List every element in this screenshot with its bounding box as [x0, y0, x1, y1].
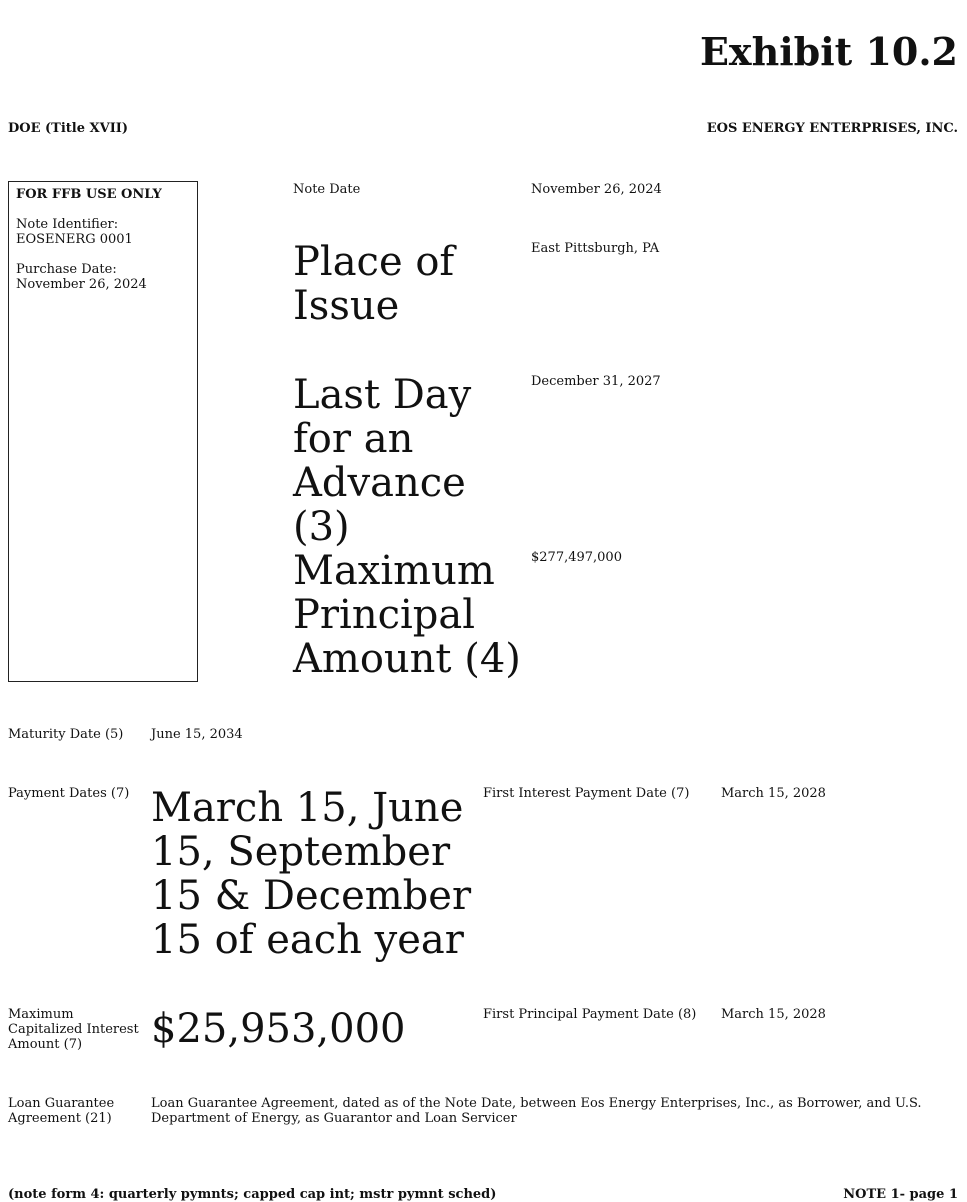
payment-dates-value: March 15, June 15, September 15 & December 15 of each year — [151, 785, 472, 963]
max-principal-label: Maximum Principal Amount (4) — [293, 548, 521, 682]
note-date-label: Note Date — [293, 182, 361, 197]
note-date-value: November 26, 2024 — [531, 182, 662, 197]
maturity-date-value: June 15, 2034 — [151, 727, 243, 742]
ffb-use-box — [8, 181, 198, 682]
first-interest-payment-value: March 15, 2028 — [721, 786, 826, 801]
last-day-advance-value: December 31, 2027 — [531, 374, 661, 389]
loan-guarantee-agreement-label: Loan Guarantee Agreement (21) — [8, 1096, 115, 1126]
doe-title: DOE (Title XVII) — [8, 121, 129, 136]
max-principal-value: $277,497,000 — [531, 550, 622, 565]
ffb-heading: FOR FFB USE ONLY — [16, 187, 162, 202]
note-identifier-label: Note Identifier: — [16, 217, 119, 232]
purchase-date-label: Purchase Date: — [16, 262, 117, 277]
purchase-date-value: November 26, 2024 — [16, 277, 147, 292]
note-identifier-value: EOSENERG 0001 — [16, 232, 133, 247]
maturity-date-label: Maturity Date (5) — [8, 727, 124, 742]
max-capitalized-interest-value: $25,953,000 — [151, 1006, 406, 1052]
footer-form-note: (note form 4: quarterly pymnts; capped cap int; mstr pymnt sched) — [8, 1187, 497, 1202]
place-of-issue-label: Place of Issue — [293, 239, 455, 329]
loan-guarantee-agreement-value: Loan Guarantee Agreement, dated as of the Note Date, between Eos Energy Enterprises, Inc., as Borrower, and U.S. Department of Energy, as Guarantor and Loan Servicer — [151, 1096, 922, 1126]
place-of-issue-value: East Pittsburgh, PA — [531, 241, 660, 256]
footer-page-number: NOTE 1- page 1 — [843, 1187, 958, 1202]
first-principal-payment-value: March 15, 2028 — [721, 1007, 826, 1022]
payment-dates-label: Payment Dates (7) — [8, 786, 130, 801]
company-name: EOS ENERGY ENTERPRISES, INC. — [706, 121, 958, 136]
first-interest-payment-label: First Interest Payment Date (7) — [483, 786, 690, 801]
max-capitalized-interest-label: Maximum Capitalized Interest Amount (7) — [8, 1007, 139, 1052]
exhibit-title: Exhibit 10.2 — [699, 29, 958, 74]
first-principal-payment-label: First Principal Payment Date (8) — [483, 1007, 697, 1022]
last-day-advance-label: Last Day for an Advance (3) — [293, 372, 472, 550]
